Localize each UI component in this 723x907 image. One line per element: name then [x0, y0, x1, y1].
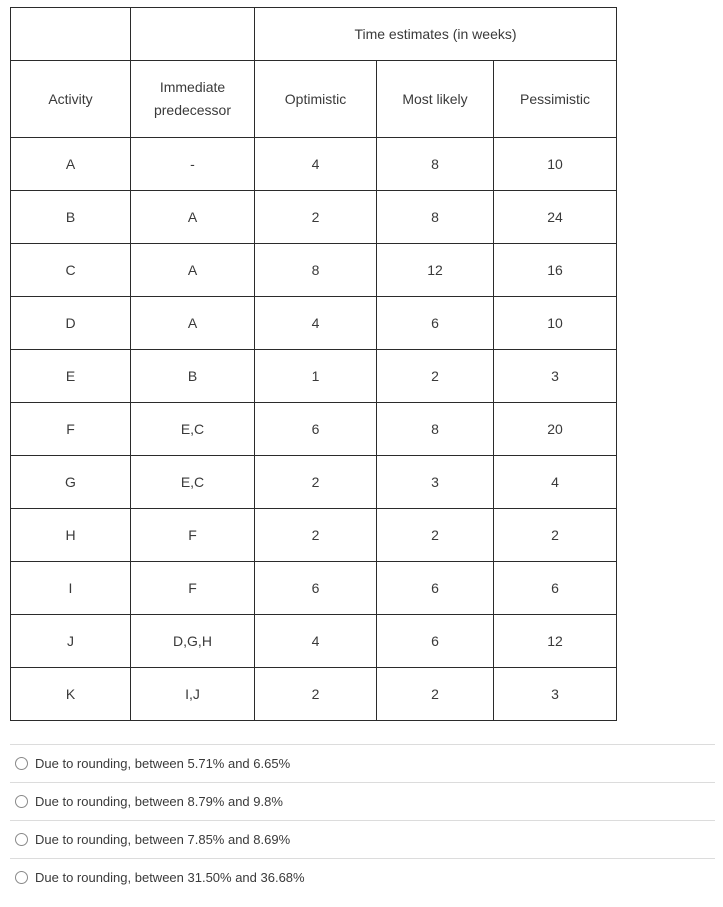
optimistic-cell: 2 [255, 509, 377, 562]
table-row [11, 403, 617, 456]
most-likely-cell: 2 [377, 350, 494, 403]
header-pessimistic: Pessimistic [494, 61, 617, 138]
activity-table [10, 7, 617, 721]
answer-option[interactable] [10, 744, 715, 782]
most-likely-cell: 6 [377, 297, 494, 350]
predecessor-cell: A [131, 191, 255, 244]
activity-cell: B [11, 191, 131, 244]
table-row [11, 297, 617, 350]
activity-cell: I [11, 562, 131, 615]
header-activity: Activity [11, 61, 131, 138]
answer-option-label: Due to rounding, between 5.71% and 6.65% [35, 756, 291, 771]
table-row [11, 456, 617, 509]
optimistic-cell: 2 [255, 191, 377, 244]
header-most-likely: Most likely [377, 61, 494, 138]
predecessor-cell: F [131, 562, 255, 615]
most-likely-cell: 3 [377, 456, 494, 509]
predecessor-cell: B [131, 350, 255, 403]
predecessor-cell: - [131, 138, 255, 191]
most-likely-cell: 6 [377, 562, 494, 615]
optimistic-cell: 4 [255, 297, 377, 350]
answer-options [10, 744, 715, 896]
predecessor-cell: E,C [131, 403, 255, 456]
answer-option[interactable] [10, 858, 715, 896]
header-predecessor [131, 61, 255, 138]
optimistic-cell: 2 [255, 456, 377, 509]
activity-cell: D [11, 297, 131, 350]
predecessor-cell: F [131, 509, 255, 562]
most-likely-cell: 2 [377, 509, 494, 562]
activity-cell: A [11, 138, 131, 191]
most-likely-cell: 12 [377, 244, 494, 297]
super-header-row [11, 8, 617, 61]
most-likely-cell: 6 [377, 615, 494, 668]
predecessor-cell: A [131, 297, 255, 350]
radio-button[interactable] [15, 833, 28, 846]
blank-cell [11, 8, 131, 61]
radio-button[interactable] [15, 795, 28, 808]
pessimistic-cell: 10 [494, 297, 617, 350]
optimistic-cell: 6 [255, 403, 377, 456]
activity-cell: G [11, 456, 131, 509]
activity-cell: K [11, 668, 131, 721]
pessimistic-cell: 10 [494, 138, 617, 191]
table-row [11, 668, 617, 721]
optimistic-cell: 4 [255, 615, 377, 668]
header-optimistic: Optimistic [255, 61, 377, 138]
pessimistic-cell: 3 [494, 668, 617, 721]
answer-option-label: Due to rounding, between 7.85% and 8.69% [35, 832, 291, 847]
pessimistic-cell: 24 [494, 191, 617, 244]
pessimistic-cell: 3 [494, 350, 617, 403]
optimistic-cell: 8 [255, 244, 377, 297]
optimistic-cell: 1 [255, 350, 377, 403]
answer-option-label: Due to rounding, between 31.50% and 36.68% [35, 870, 305, 885]
most-likely-cell: 2 [377, 668, 494, 721]
activity-cell: J [11, 615, 131, 668]
table-row [11, 191, 617, 244]
answer-option[interactable] [10, 820, 715, 858]
table-row [11, 615, 617, 668]
pessimistic-cell: 12 [494, 615, 617, 668]
pessimistic-cell: 16 [494, 244, 617, 297]
answer-option-label: Due to rounding, between 8.79% and 9.8% [35, 794, 283, 809]
predecessor-cell: I,J [131, 668, 255, 721]
activity-cell: H [11, 509, 131, 562]
most-likely-cell: 8 [377, 138, 494, 191]
table-row [11, 509, 617, 562]
pessimistic-cell: 4 [494, 456, 617, 509]
table-row [11, 138, 617, 191]
table-row [11, 244, 617, 297]
predecessor-cell: D,G,H [131, 615, 255, 668]
table-row [11, 562, 617, 615]
predecessor-cell: A [131, 244, 255, 297]
activity-cell: E [11, 350, 131, 403]
radio-button[interactable] [15, 757, 28, 770]
pessimistic-cell: 2 [494, 509, 617, 562]
predecessor-cell: E,C [131, 456, 255, 509]
most-likely-cell: 8 [377, 191, 494, 244]
optimistic-cell: 6 [255, 562, 377, 615]
activity-cell: C [11, 244, 131, 297]
header-predecessor-label: Immediate predecessor [153, 79, 232, 118]
optimistic-cell: 4 [255, 138, 377, 191]
most-likely-cell: 8 [377, 403, 494, 456]
blank-cell [131, 8, 255, 61]
time-estimates-header: Time estimates (in weeks) [255, 8, 617, 61]
table-row [11, 350, 617, 403]
answer-option[interactable] [10, 782, 715, 820]
pessimistic-cell: 6 [494, 562, 617, 615]
radio-button[interactable] [15, 871, 28, 884]
activity-cell: F [11, 403, 131, 456]
pessimistic-cell: 20 [494, 403, 617, 456]
column-header-row [11, 61, 617, 138]
optimistic-cell: 2 [255, 668, 377, 721]
